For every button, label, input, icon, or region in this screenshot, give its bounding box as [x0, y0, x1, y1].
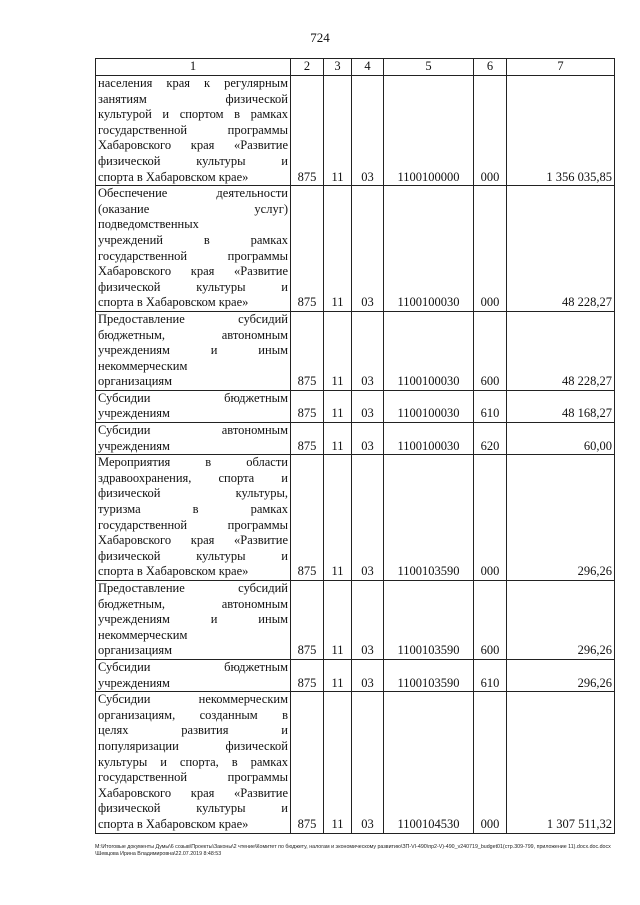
- section-code-cell: 11: [324, 581, 352, 660]
- section-code-cell: 11: [324, 186, 352, 312]
- expense-name-line: популяризации физической: [98, 738, 288, 753]
- column-header: 2: [291, 59, 324, 76]
- subsection-code-cell: 03: [352, 659, 384, 691]
- expense-type-code-cell: 000: [474, 692, 507, 833]
- expense-type-code-cell: 610: [474, 390, 507, 422]
- expense-name-line: Предоставление субсидий: [98, 581, 288, 595]
- amount-cell: 1 356 035,85: [507, 76, 615, 186]
- target-article-code-cell: 1100100030: [384, 186, 474, 312]
- table-row: [96, 390, 615, 422]
- subsection-code-cell: 03: [352, 390, 384, 422]
- column-header-row: [96, 59, 615, 76]
- expense-name-cell: [96, 186, 291, 312]
- subsection-code-cell: 03: [352, 455, 384, 581]
- grbs-code-cell: 875: [291, 76, 324, 186]
- section-code-cell: 11: [324, 311, 352, 390]
- expense-name-line: Хабаровского края «Развитие: [98, 264, 288, 279]
- expense-type-code-cell: 620: [474, 423, 507, 455]
- expense-name-line: государственной программы: [98, 248, 288, 263]
- expense-name-cell: [96, 76, 291, 186]
- amount-cell: 296,26: [507, 659, 615, 691]
- section-code-cell: 11: [324, 423, 352, 455]
- table-row: [96, 581, 615, 660]
- table-row: [96, 186, 615, 312]
- expense-name-line: спорта в Хабаровском крае»: [98, 564, 249, 579]
- expense-name-line: культурой и спортом в рамках: [98, 107, 288, 122]
- expense-name-line: населения края к регулярным: [98, 76, 288, 90]
- expense-name-line: бюджетным, автономным: [98, 327, 288, 342]
- expense-type-code-cell: 000: [474, 455, 507, 581]
- table-row: [96, 659, 615, 691]
- expense-name-line: Субсидии автономным: [98, 423, 288, 438]
- grbs-code-cell: 875: [291, 455, 324, 581]
- expense-name-line: Субсидии бюджетным: [98, 390, 288, 405]
- target-article-code-cell: 1100103590: [384, 659, 474, 691]
- target-article-code-cell: 1100104530: [384, 692, 474, 833]
- expense-name-line: некоммерческим: [98, 358, 188, 373]
- expense-name-line: Хабаровского края «Развитие: [98, 138, 288, 153]
- target-article-code-cell: 1100103590: [384, 455, 474, 581]
- expense-name-cell: [96, 423, 291, 455]
- target-article-code-cell: 1100100030: [384, 311, 474, 390]
- table-row: [96, 692, 615, 833]
- expense-name-line: Хабаровского края «Развитие: [98, 785, 288, 800]
- expense-name-line: некоммерческим: [98, 627, 188, 642]
- section-code-cell: 11: [324, 659, 352, 691]
- expense-type-code-cell: 600: [474, 581, 507, 660]
- subsection-code-cell: 03: [352, 311, 384, 390]
- expense-name-line: учреждениям: [98, 675, 170, 690]
- table-row: [96, 455, 615, 581]
- expense-type-code-cell: 000: [474, 186, 507, 312]
- subsection-code-cell: 03: [352, 76, 384, 186]
- grbs-code-cell: 875: [291, 659, 324, 691]
- amount-cell: 296,26: [507, 581, 615, 660]
- amount-cell: 60,00: [507, 423, 615, 455]
- page-number: 724: [310, 30, 330, 45]
- expense-name-line: (оказание услуг): [98, 201, 288, 216]
- table-row: [96, 423, 615, 455]
- file-path-footer: М:\Итоговые документы Думы\6 созыв\Проекты\Законы\2 чтение\Комитет по бюджету, налогам и экономическому развитию\ЗП-VI-490\пр2-V)-490_v240719_budget01(стр.309-799, приложение 11).docx.doc.docx\Шевцова Ирина Владимировна\22.07.2019 8:48:53: [95, 844, 611, 857]
- section-code-cell: 11: [324, 455, 352, 581]
- expense-name-line: целях развития и: [98, 723, 288, 738]
- expense-name-cell: [96, 581, 291, 660]
- expense-name-line: учреждений в рамках: [98, 232, 288, 247]
- amount-cell: 48 168,27: [507, 390, 615, 422]
- expense-name-line: учреждениям: [98, 406, 170, 421]
- grbs-code-cell: 875: [291, 390, 324, 422]
- column-header: 4: [352, 59, 384, 76]
- expense-name-line: здравоохранения, спорта и: [98, 470, 288, 485]
- table-row: [96, 311, 615, 390]
- expense-name-cell: [96, 455, 291, 581]
- subsection-code-cell: 03: [352, 186, 384, 312]
- expense-name-cell: [96, 390, 291, 422]
- expense-name-line: физической культуры и: [98, 548, 288, 563]
- expense-name-line: государственной программы: [98, 122, 288, 137]
- expense-type-code-cell: 600: [474, 311, 507, 390]
- expense-name-line: организациям, созданным в: [98, 707, 288, 722]
- budget-table: [95, 58, 615, 834]
- expense-name-line: подведомственных: [98, 217, 199, 232]
- amount-cell: 1 307 511,32: [507, 692, 615, 833]
- expense-name-cell: [96, 311, 291, 390]
- expense-name-line: спорта в Хабаровском крае»: [98, 169, 249, 184]
- column-header: 3: [324, 59, 352, 76]
- expense-name-line: занятиям физической: [98, 91, 288, 106]
- target-article-code-cell: 1100103590: [384, 581, 474, 660]
- subsection-code-cell: 03: [352, 423, 384, 455]
- expense-type-code-cell: 610: [474, 659, 507, 691]
- section-code-cell: 11: [324, 76, 352, 186]
- expense-name-line: Обеспечение деятельности: [98, 186, 288, 201]
- subsection-code-cell: 03: [352, 692, 384, 833]
- grbs-code-cell: 875: [291, 311, 324, 390]
- expense-name-line: Мероприятия в области: [98, 455, 288, 470]
- table-row: [96, 76, 615, 186]
- expense-name-line: бюджетным, автономным: [98, 596, 288, 611]
- section-code-cell: 11: [324, 390, 352, 422]
- expense-name-line: организациям: [98, 374, 173, 389]
- expense-name-line: туризма в рамках: [98, 502, 288, 517]
- expense-name-line: Субсидии некоммерческим: [98, 692, 288, 707]
- expense-name-cell: [96, 659, 291, 691]
- target-article-code-cell: 1100100030: [384, 423, 474, 455]
- section-code-cell: 11: [324, 692, 352, 833]
- amount-cell: 296,26: [507, 455, 615, 581]
- expense-name-line: Субсидии бюджетным: [98, 659, 288, 674]
- column-header: 1: [96, 59, 291, 76]
- column-header: 6: [474, 59, 507, 76]
- expense-name-line: спорта в Хабаровском крае»: [98, 816, 249, 831]
- expense-name-cell: [96, 692, 291, 833]
- subsection-code-cell: 03: [352, 581, 384, 660]
- grbs-code-cell: 875: [291, 581, 324, 660]
- target-article-code-cell: 1100100000: [384, 76, 474, 186]
- expense-name-line: учреждениям: [98, 438, 170, 453]
- target-article-code-cell: 1100100030: [384, 390, 474, 422]
- expense-name-line: спорта в Хабаровском крае»: [98, 295, 249, 310]
- expense-type-code-cell: 000: [474, 76, 507, 186]
- column-header: 5: [384, 59, 474, 76]
- expense-name-line: физической культуры и: [98, 153, 288, 168]
- grbs-code-cell: 875: [291, 692, 324, 833]
- grbs-code-cell: 875: [291, 423, 324, 455]
- expense-name-line: государственной программы: [98, 770, 288, 785]
- grbs-code-cell: 875: [291, 186, 324, 312]
- expense-name-line: культуры и спорта, в рамках: [98, 754, 288, 769]
- expense-name-line: физической культуры,: [98, 486, 288, 501]
- amount-cell: 48 228,27: [507, 311, 615, 390]
- expense-name-line: физической культуры и: [98, 279, 288, 294]
- expense-name-line: Хабаровского края «Развитие: [98, 533, 288, 548]
- expense-name-line: Предоставление субсидий: [98, 311, 288, 326]
- amount-cell: 48 228,27: [507, 186, 615, 312]
- column-header: 7: [507, 59, 615, 76]
- expense-name-line: организациям: [98, 643, 173, 658]
- expense-name-line: учреждениям и иным: [98, 343, 288, 358]
- expense-name-line: государственной программы: [98, 517, 288, 532]
- expense-name-line: учреждениям и иным: [98, 612, 288, 627]
- expense-name-line: физической культуры и: [98, 801, 288, 816]
